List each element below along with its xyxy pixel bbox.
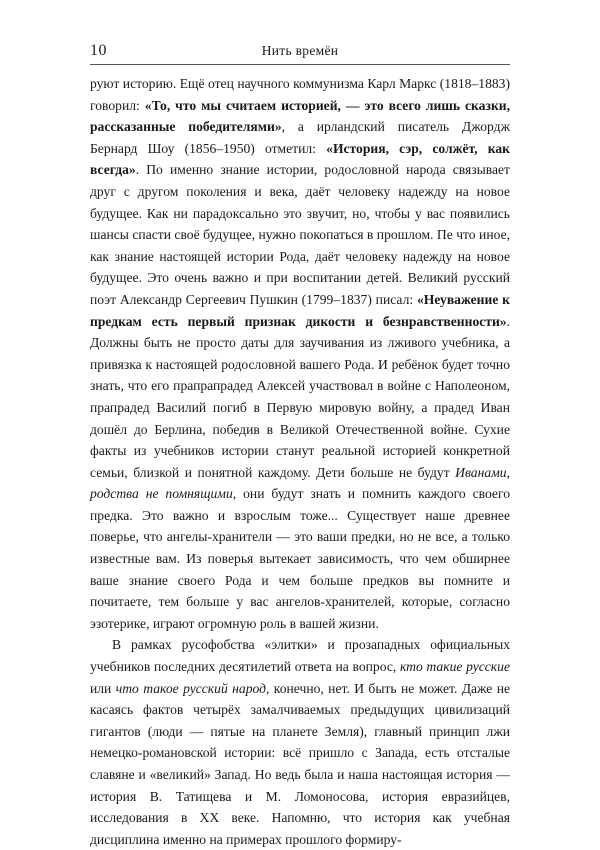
bold-quote: «История, сэр, солжёт, как всегда»	[90, 140, 510, 178]
bold-quote: «Неуважение к предкам есть первый признак дикости и безнравственности»	[90, 291, 510, 329]
text-run: , они будут знать и помнить каждого своего предка. Это важно и взрослым тоже... Существует наше древнее поверье, что ангелы-хранители — это ваши предки, но не все, а только известные вам. Из поверья вытекает зависимость, что чем обширнее ваше знание своего Рода и чем больше предков вы помните и почитаете, тем больше у вас ангелов-хранителей, которые, согласно эзотерике, играют огромную роль в вашей жизни.	[90, 486, 510, 631]
italic-phrase: Иванами, родства не помнящими	[90, 464, 510, 502]
text-run: , а ирландский писатель Джордж Бернард Шоу (1856–1950) отметил:	[90, 119, 510, 156]
italic-phrase: кто такие русские	[399, 659, 510, 675]
page-number: 10	[90, 42, 107, 59]
book-page	[90, 40, 510, 850]
bold-quote: «То, что мы считаем историей, — это всего лишь сказки, рассказанные победителями»	[90, 97, 511, 135]
paragraph	[90, 73, 510, 634]
running-title: Нить времён	[261, 43, 339, 58]
text-run: или	[90, 680, 116, 696]
italic-phrase: что такое русский народ	[115, 680, 266, 696]
text-run: В рамках русофобства «элитки» и прозападных официальных учебников последних десятилетий ответа на вопрос,	[90, 637, 510, 675]
paragraph	[90, 634, 510, 850]
body-text	[90, 73, 510, 850]
text-run: . По именно знание истории, родословной народа связывает друг с другом поколения и века, даёт человеку надежду на новое будущее. Как ни парадоксально это звучит, но, чтобы у вас появились шансы спасти своё будущее, нужно покопаться в прошлом. Пе что иное, как знание настоящей истории Рода, даёт человеку надежду на новое будущее. Это очень важно и при воспитании детей. Великий русский поэт Александр Сергеевич Пушкин (1799–1837) писал:	[90, 162, 510, 307]
text-run: . Должны быть не просто даты для заучивания из лживого учебника, а привязка к настоящей родословной вашего Рода. И ребёнок будет точно знать, что его прапрапрадед Алексей участвовал в войне с Наполеоном, прапрадед Василий погиб в Первую мировую войну, а прадед Иван дошёл до Берлина, победив в Великой Отечественной войне. Сухие факты из учебников истории станут реальной историей конкретной семьи, близкой и понятной каждому. Дети больше не будут	[90, 313, 510, 480]
text-run: , конечно, нет. И быть не может. Даже не касаясь фактов четырёх замалчиваемых предыдущих цивилизаций гигантов (люди — пятые на планете Земля), главный принцип лжи немецко-романовской истории: всё пришло с Запада, есть отсталые славяне и «великий» Запад. Но ведь была и наша настоящая история — история В. Татищева и М. Ломоносова, история евразийцев, исследования в XX веке. Напомню, что история как учебная дисциплина именно на примерах прошлого формиру-	[90, 680, 511, 847]
running-head	[90, 40, 510, 65]
text-run: руют историю. Ещё отец научного коммунизма Карл Маркс (1818–1883) говорил:	[90, 76, 510, 113]
